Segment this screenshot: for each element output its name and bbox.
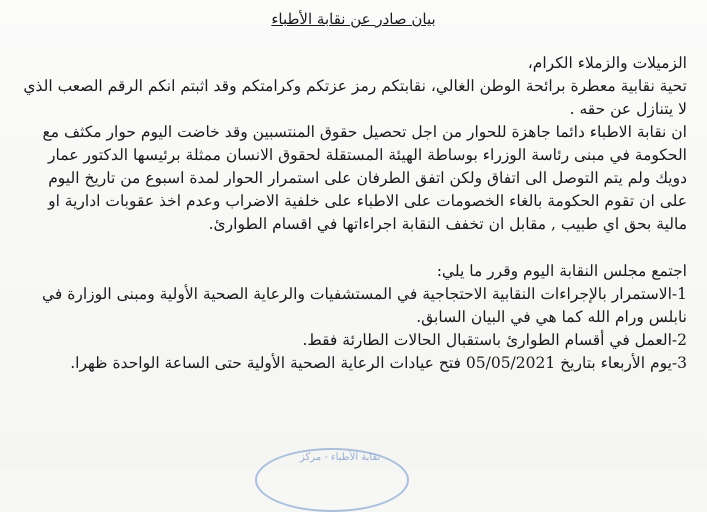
decision-item-3: 3-يوم الأربعاء بتاريخ 05/05/2021 فتح عيادات الرعاية الصحية الأولية حتى الساعة الواحدة ظهرا. <box>70 354 687 372</box>
decision-item-1: 1-الاستمرار بالإجراءات النقابية الاحتجاجية في المستشفيات والرعاية الصحية الأولية ومبنى الوزارة في نابلس ورام الله كما هي في البيان السابق. <box>42 285 687 326</box>
greeting: الزميلات والزملاء الكرام، <box>527 54 687 72</box>
paragraph-greeting-text: تحية نقابية معطرة برائحة الوطن الغالي، نقابتكم رمز عزتكم وكرامتكم وقد اثبتم انكم الرقم الصعب الذي لا يتنازل عن حقه . <box>23 77 687 118</box>
decision-item-2: 2-العمل في أقسام الطوارئ باستقبال الحالات الطارئة فقط. <box>302 331 687 349</box>
paragraph-dialogue: ان نقابة الاطباء دائما جاهزة للحوار من اجل تحصيل حقوق المنتسبين وقد خاضت اليوم حوار مكثف مع الحكومة في مبنى رئاسة الوزراء بوساطة الهيئة المستقلة لحقوق الانسان ممثلة برئيسها الدكتور عمار دويك ولم يتم التوصل الى اتفاق ولكن اتفق الطرفان على استمرار الحوار لمدة اسبوع من تاريخ اليوم على ان تقوم الحكومة بالغاء الخصومات على الاطباء على خلفية الاضراب وعدم اخذ عقوبات ادارية او مالية بحق اي طبيب , مقابل ان تخفف النقابة اجراءاتها في اقسام الطوارئ. <box>42 123 687 233</box>
stamp-text: نقابة الأطباء - مركز <box>300 452 381 463</box>
council-intro: اجتمع مجلس النقابة اليوم وقرر ما يلي: <box>436 262 687 280</box>
document-title: بيان صادر عن نقابة الأطباء <box>271 10 436 28</box>
document-body <box>19 52 687 375</box>
